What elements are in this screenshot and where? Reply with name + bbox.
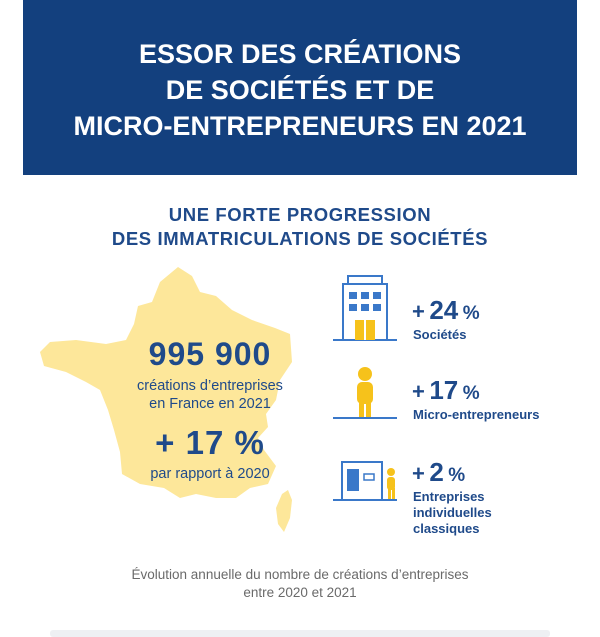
caption-line-1: Évolution annuelle du nombre de créations d’entreprises	[131, 567, 469, 582]
total-creations-caption-1: créations d’entreprises	[137, 378, 283, 394]
building-icon	[330, 272, 400, 344]
subtitle-line-2: DES IMMATRICULATIONS DE SOCIÉTÉS	[111, 228, 489, 249]
stat-micro-percent: %	[462, 383, 480, 404]
header-title-line-1: ESSOR DES CRÉATIONS	[138, 39, 462, 69]
stat-societes-number: 24	[429, 295, 459, 325]
stat-micro-plus: +	[412, 379, 425, 404]
stat-societes-value	[412, 295, 480, 326]
person-icon	[330, 350, 400, 422]
header-title-line-2: DE SOCIÉTÉS ET DE	[165, 75, 435, 105]
stat-micro-number: 17	[429, 375, 459, 405]
stat-individuelles-label-2: individuelles	[413, 505, 492, 520]
stat-individuelles-label-1: Entreprises	[413, 489, 485, 504]
subtitle-line-1: UNE FORTE PROGRESSION	[168, 204, 432, 225]
stat-micro-value	[412, 375, 480, 406]
stat-societes-percent: %	[462, 303, 480, 324]
total-creations-caption-2: en France en 2021	[149, 396, 271, 412]
stat-individuelles-value	[412, 457, 465, 488]
stat-individuelles-label-3: classiques	[413, 521, 480, 536]
total-change-caption: par rapport à 2020	[150, 466, 270, 482]
france-map	[30, 262, 310, 552]
stat-societes-label: Sociétés	[413, 327, 467, 342]
stat-individuelles-percent: %	[448, 465, 466, 486]
stat-individuelles-number: 2	[429, 457, 444, 487]
stat-micro-label: Micro-entrepreneurs	[413, 407, 540, 422]
bottom-divider	[50, 630, 550, 637]
total-creations-value: 995 900	[148, 336, 272, 372]
header-banner	[23, 0, 577, 175]
shop-icon	[330, 432, 400, 504]
stat-individuelles-plus: +	[412, 461, 425, 486]
caption-line-2: entre 2020 et 2021	[243, 585, 357, 600]
header-title-line-3: MICRO-ENTREPRENEURS EN 2021	[73, 111, 527, 141]
stat-societes-plus: +	[412, 299, 425, 324]
total-change-value: + 17 %	[155, 424, 265, 461]
